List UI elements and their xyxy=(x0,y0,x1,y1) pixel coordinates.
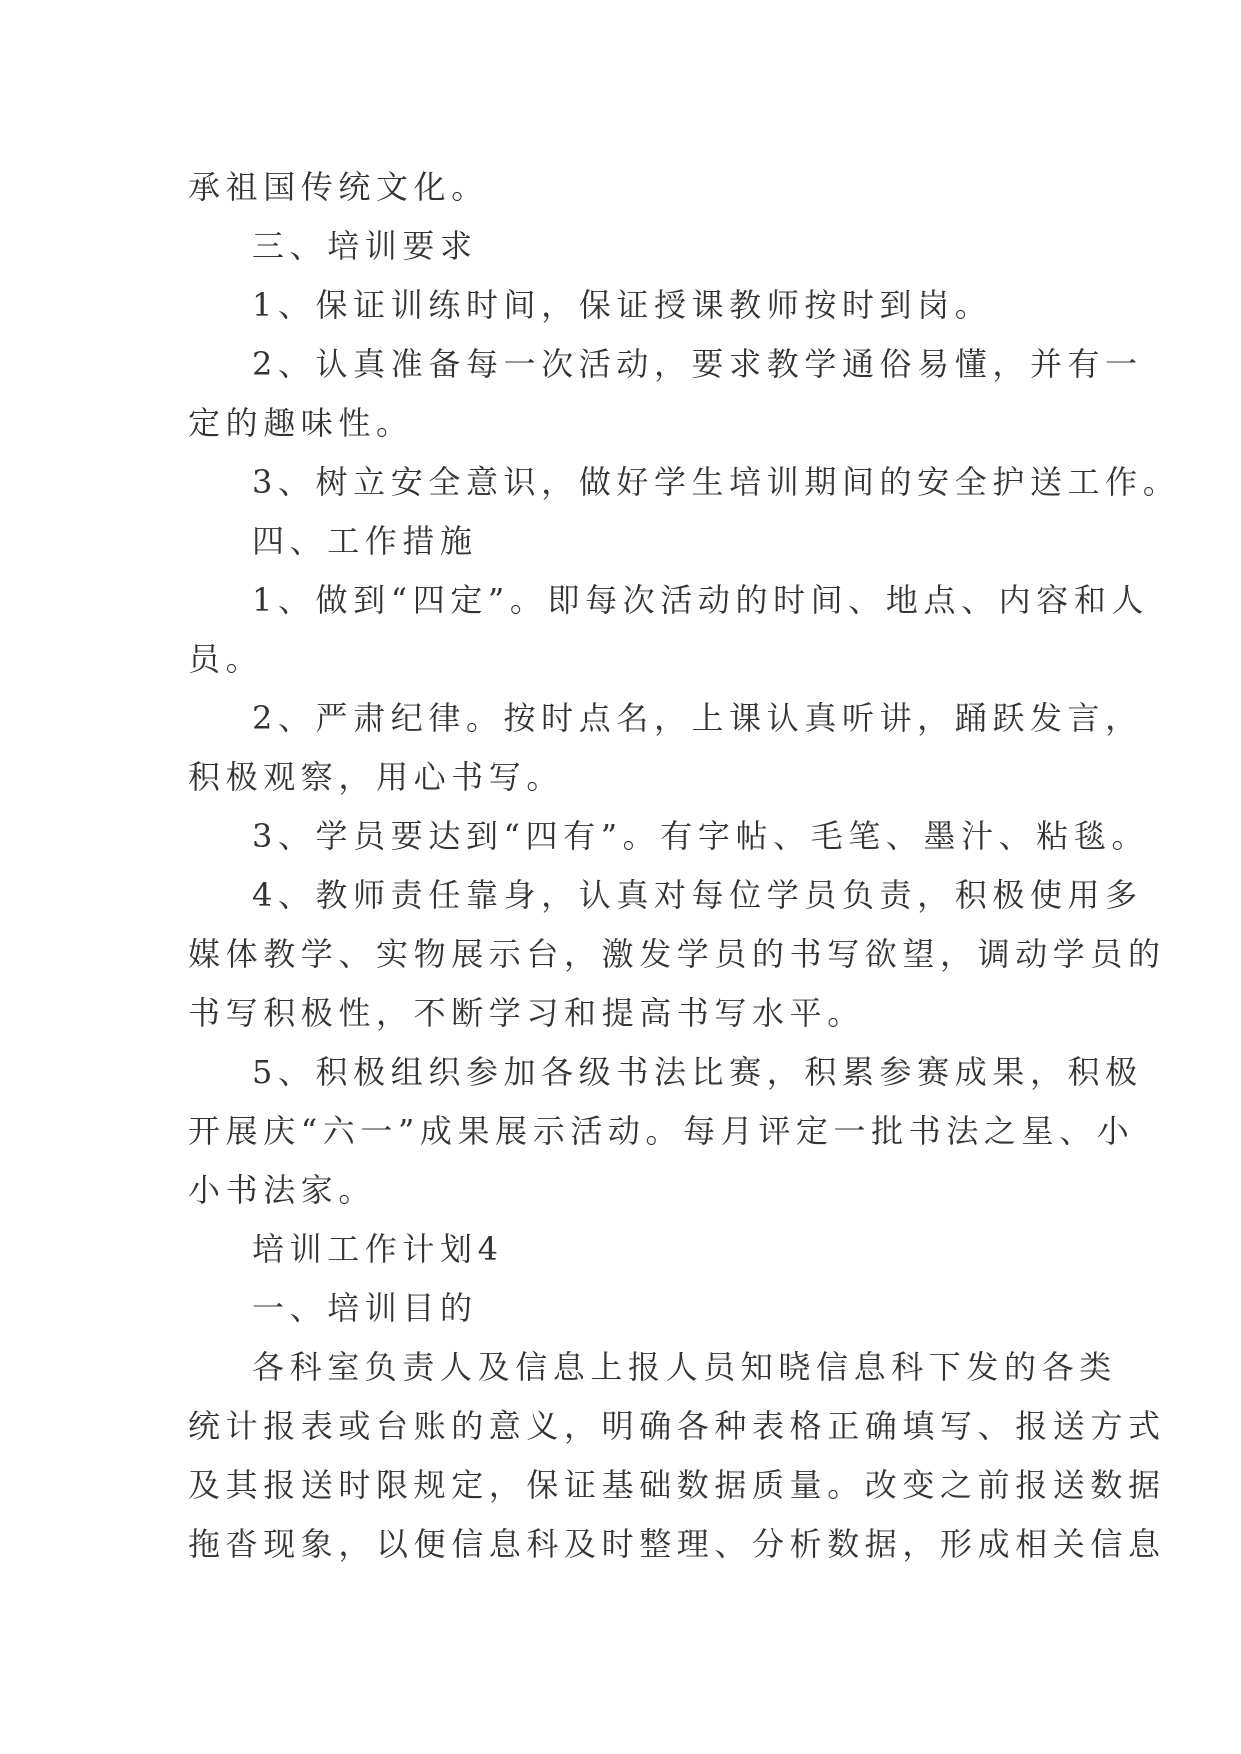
paragraph-line: 3、学员要达到“四有”。有字帖、毛笔、墨汁、粘毯。 xyxy=(252,817,1150,855)
paragraph-line: 4、教师责任靠身，认真对每位学员负责，积极使用多 xyxy=(252,876,1143,914)
paragraph-line: 书写积极性，不断学习和提高书写水平。 xyxy=(188,994,865,1032)
paragraph-line: 3、树立安全意识，做好学生培训期间的安全护送工作。 xyxy=(252,463,1181,501)
paragraph-line: 拖沓现象，以便信息科及时整理、分析数据，形成相关信息 xyxy=(188,1525,1166,1563)
paragraph-line: 积极观察，用心书写。 xyxy=(188,758,565,796)
section-heading: 三、培训要求 xyxy=(252,227,478,265)
paragraph-line: 及其报送时限规定，保证基础数据质量。改变之前报送数据 xyxy=(188,1466,1166,1504)
paragraph-line: 各科室负责人及信息上报人员知晓信息科下发的各类 xyxy=(252,1348,1117,1386)
document-body xyxy=(188,158,1181,1574)
section-heading: 一、培训目的 xyxy=(252,1289,478,1327)
paragraph-line: 2、认真准备每一次活动，要求教学通俗易懂，并有一 xyxy=(252,345,1143,383)
paragraph-line: 1、做到“四定”。即每次活动的时间、地点、内容和人 xyxy=(252,581,1150,619)
paragraph-line: 统计报表或台账的意义，明确各种表格正确填写、报送方式 xyxy=(188,1407,1166,1445)
paragraph-line: 员。 xyxy=(188,640,264,678)
section-heading: 四、工作措施 xyxy=(252,522,478,560)
paragraph-line: 小书法家。 xyxy=(188,1171,377,1209)
paragraph-line: 1、保证训练时间，保证授课教师按时到岗。 xyxy=(252,286,993,324)
paragraph-line: 承祖国传统文化。 xyxy=(188,168,489,206)
paragraph-line: 开展庆“六一”成果展示活动。每月评定一批书法之星、小 xyxy=(188,1112,1135,1150)
paragraph-line: 2、严肃纪律。按时点名，上课认真听讲，踊跃发言， xyxy=(252,699,1143,737)
document-subtitle: 培训工作计划4 xyxy=(252,1230,504,1268)
paragraph-line: 媒体教学、实物展示台，激发学员的书写欲望，调动学员的 xyxy=(188,935,1166,973)
paragraph-line: 5、积极组织参加各级书法比赛，积累参赛成果，积极 xyxy=(252,1053,1143,1091)
paragraph-line: 定的趣味性。 xyxy=(188,404,414,442)
